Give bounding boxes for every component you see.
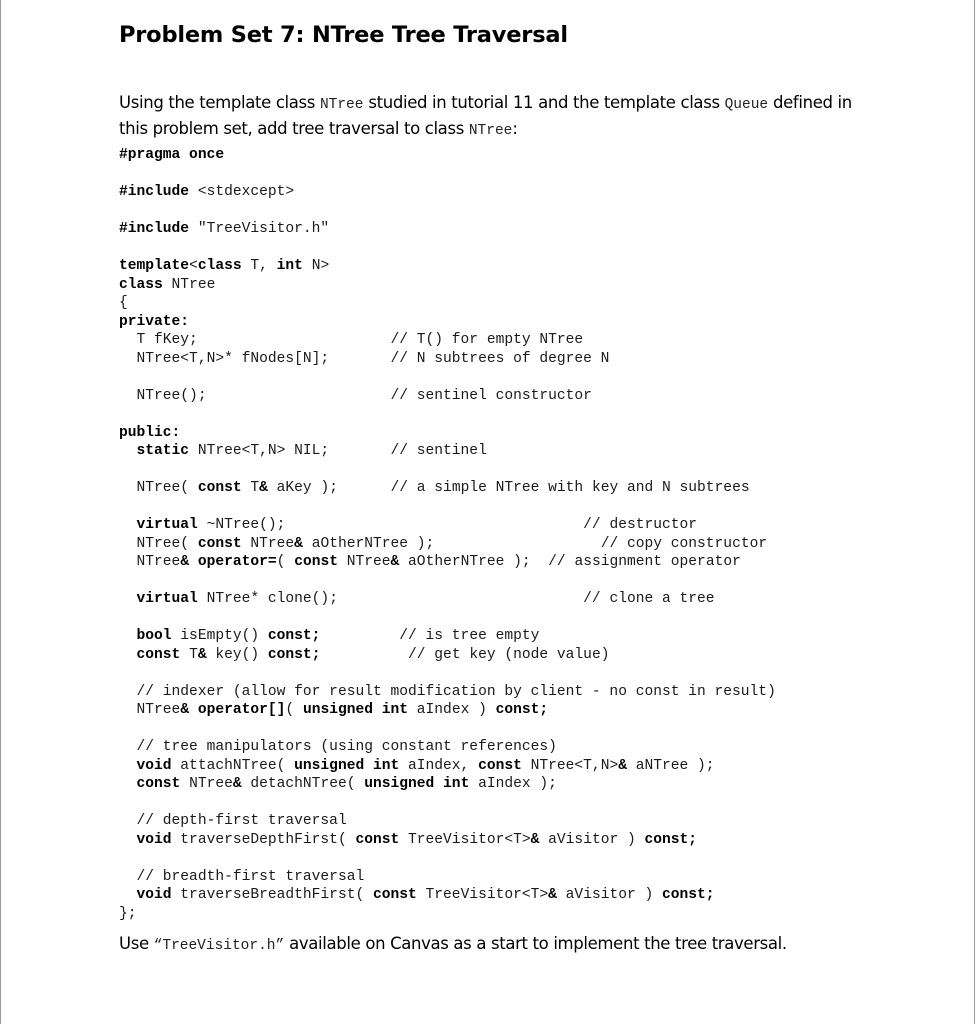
code-text: aOtherNTree ); // assignment operator: [399, 554, 741, 570]
code-text: NTree<T,N>: [521, 757, 619, 774]
code-keyword: unsigned int: [294, 757, 400, 774]
code-line: [119, 738, 776, 757]
code-keyword: &: [530, 831, 540, 848]
code-keyword: operator=: [197, 554, 277, 570]
code-text: [189, 554, 198, 570]
code-text: <stdexcept>: [189, 184, 295, 200]
code-keyword: void: [136, 887, 172, 903]
code-line: [119, 313, 776, 332]
intro-text: defined in this problem set, add tree traversal to class: [119, 93, 852, 138]
code-text: // indexer (allow for result modification by client - no const in result): [119, 683, 776, 700]
code-keyword: int: [276, 258, 303, 274]
code-text: [119, 647, 137, 663]
code-text: [119, 776, 137, 792]
code-keyword: unsigned int: [364, 776, 470, 792]
code-line: [119, 646, 776, 665]
code-text: T: [180, 646, 198, 663]
code-text: T fKey; // T() for empty NTree: [119, 332, 584, 348]
code-line: [119, 368, 776, 387]
code-text: NTree: [180, 776, 233, 792]
code-line: [119, 220, 776, 239]
code-text: TreeVisitor<T>: [399, 831, 531, 848]
code-line: [119, 498, 776, 517]
code-line: [119, 627, 776, 646]
code-keyword: &: [294, 535, 303, 552]
code-keyword: &: [180, 702, 190, 718]
code-keyword: &: [390, 554, 400, 570]
code-line: [119, 183, 776, 202]
code-keyword: void: [136, 757, 172, 774]
code-line: [119, 239, 776, 258]
outro-text: available on Canvas as a start to implement the tree traversal.: [284, 934, 787, 953]
code-line: [119, 405, 776, 424]
code-keyword: template: [119, 258, 190, 274]
code-line: [119, 831, 776, 850]
intro-paragraph: [119, 91, 879, 143]
code-text: (: [276, 554, 295, 570]
code-text: detachNTree(: [241, 776, 365, 792]
code-keyword: const;: [662, 887, 715, 903]
code-text: traverseBreadthFirst(: [171, 887, 373, 903]
code-keyword: class: [119, 276, 163, 293]
code-text: NTree: [337, 554, 391, 570]
code-text: // tree manipulators (using constant references): [119, 739, 557, 755]
code-text: [119, 628, 137, 644]
code-text: NTree(); // sentinel constructor: [119, 387, 592, 404]
code-keyword: operator[]: [197, 702, 286, 718]
code-text: NTree: [119, 702, 181, 718]
code-line: [119, 276, 776, 295]
code-text: NTree: [119, 554, 181, 570]
code-keyword: public:: [119, 424, 181, 441]
code-keyword: &: [197, 646, 207, 663]
code-line: [119, 590, 776, 609]
code-line: [119, 886, 776, 905]
code-text: // is tree empty: [320, 628, 540, 644]
code-listing: [119, 146, 776, 923]
code-text: NTree(: [119, 535, 198, 552]
code-line: [119, 442, 776, 461]
code-line: [119, 461, 776, 480]
code-keyword: virtual: [136, 591, 198, 607]
closing-paragraph: [119, 932, 787, 958]
code-text: [119, 591, 137, 607]
code-text: isEmpty(): [171, 628, 268, 644]
code-text: // breadth-first traversal: [119, 868, 365, 885]
code-line: [119, 683, 776, 702]
code-keyword: const;: [267, 628, 321, 644]
code-text: };: [119, 905, 137, 922]
code-keyword: class: [197, 258, 242, 274]
code-text: NTree: [241, 535, 295, 552]
code-keyword: &: [259, 480, 268, 496]
inline-code-ntree: NTree: [319, 97, 364, 113]
code-text: aKey ); // a simple NTree with key and N subtrees: [267, 480, 750, 496]
code-keyword: const: [136, 776, 181, 792]
code-line: [119, 516, 776, 535]
code-keyword: &: [548, 887, 557, 903]
code-text: [119, 887, 137, 903]
code-line: [119, 424, 776, 443]
code-text: aVisitor ): [539, 831, 645, 848]
code-keyword: const: [136, 646, 181, 663]
code-line: [119, 701, 776, 720]
code-text: [189, 702, 198, 718]
code-line: [119, 146, 776, 165]
code-keyword: const: [197, 480, 242, 496]
code-line: [119, 905, 776, 924]
code-line: [119, 868, 776, 887]
code-text: T: [241, 480, 260, 496]
code-text: [119, 443, 137, 459]
code-keyword: void: [136, 831, 172, 848]
code-text: aOtherNTree ); // copy constructor: [302, 535, 768, 552]
code-line: [119, 775, 776, 794]
code-line: [119, 720, 776, 739]
code-line: [119, 794, 776, 813]
code-keyword: virtual: [136, 517, 198, 533]
outro-text: Use: [119, 934, 154, 953]
code-text: TreeVisitor<T>: [416, 887, 549, 903]
intro-text: :: [512, 119, 518, 138]
code-text: aVisitor ): [556, 887, 663, 903]
code-keyword: const: [478, 757, 522, 774]
code-text: NTree* clone(); // clone a tree: [197, 591, 715, 607]
code-line: [119, 757, 776, 776]
code-text: aNTree );: [626, 757, 715, 774]
code-text: [119, 832, 137, 848]
code-keyword: unsigned int: [302, 702, 409, 718]
code-keyword: private:: [119, 313, 190, 330]
code-text: // get key (node value): [320, 646, 610, 663]
code-keyword: #include: [119, 184, 190, 200]
code-keyword: &: [232, 776, 242, 792]
page-title: Problem Set 7: NTree Tree Traversal: [119, 22, 568, 48]
code-text: NTree<T,N> NIL; // sentinel: [189, 443, 487, 459]
intro-text: studied in tutorial 11 and the template class: [363, 93, 725, 112]
code-text: aIndex );: [469, 776, 557, 792]
code-keyword: static: [136, 443, 190, 459]
code-line: [119, 479, 776, 498]
code-text: NTree(: [119, 480, 198, 496]
code-keyword: #include: [119, 221, 190, 237]
code-keyword: const;: [267, 646, 321, 663]
code-text: [119, 758, 137, 774]
code-keyword: #pragma once: [119, 147, 225, 163]
inline-code-filename: “TreeVisitor.h”: [153, 938, 285, 954]
code-keyword: const: [372, 887, 417, 903]
code-line: [119, 257, 776, 276]
code-text: <: [189, 258, 198, 274]
code-keyword: const: [197, 535, 242, 552]
code-text: // depth-first traversal: [119, 813, 347, 829]
code-keyword: const;: [495, 702, 549, 718]
code-text: ~NTree(); // destructor: [197, 517, 698, 533]
code-line: [119, 812, 776, 831]
code-line: [119, 165, 776, 184]
code-text: aIndex,: [399, 757, 479, 774]
code-line: [119, 553, 776, 572]
code-keyword: const: [294, 554, 338, 570]
code-text: N>: [302, 258, 330, 274]
code-text: NTree<T,N>* fNodes[N]; // N subtrees of degree N: [119, 350, 610, 367]
code-text: {: [119, 295, 128, 311]
code-text: [119, 517, 137, 533]
code-text: NTree: [162, 276, 216, 293]
code-line: [119, 202, 776, 221]
code-line: [119, 387, 776, 406]
code-line: [119, 849, 776, 868]
code-line: [119, 535, 776, 554]
code-keyword: &: [618, 757, 627, 774]
code-line: [119, 609, 776, 628]
code-line: [119, 350, 776, 369]
code-line: [119, 664, 776, 683]
code-text: aIndex ): [408, 702, 496, 718]
code-keyword: &: [180, 554, 190, 570]
intro-text: Using the template class: [119, 93, 320, 112]
code-line: [119, 294, 776, 313]
inline-code-ntree: NTree: [468, 123, 513, 139]
code-keyword: const: [355, 831, 400, 848]
code-keyword: const;: [644, 831, 698, 848]
code-keyword: bool: [136, 628, 172, 644]
code-text: (: [285, 702, 303, 718]
code-text: T,: [241, 258, 277, 274]
code-text: key(): [206, 646, 268, 663]
inline-code-queue: Queue: [724, 97, 769, 113]
code-line: [119, 572, 776, 591]
code-text: traverseDepthFirst(: [171, 831, 356, 848]
code-line: [119, 331, 776, 350]
code-text: "TreeVisitor.h": [189, 221, 330, 237]
code-text: attachNTree(: [171, 757, 295, 774]
